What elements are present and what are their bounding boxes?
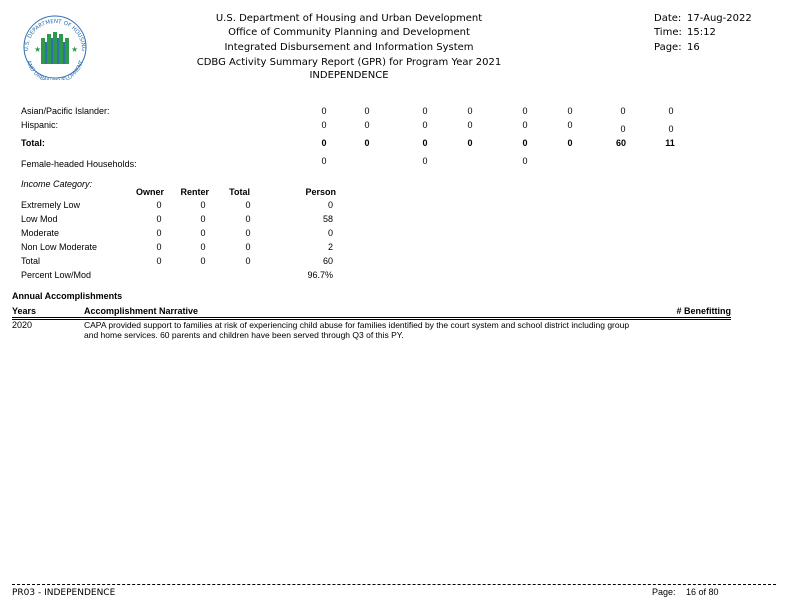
race-value: 0 xyxy=(321,120,327,130)
svg-text:AND URBAN DEVELOPMENT: AND URB LOPMENT xyxy=(24,59,86,80)
race-total-value: 0 xyxy=(567,138,573,148)
race-value: 0 xyxy=(620,124,626,134)
income-row-label: Total xyxy=(21,256,41,266)
race-total-value: 0 xyxy=(467,138,473,148)
col-narrative: Accomplishment Narrative xyxy=(84,306,199,316)
race-value: 0 xyxy=(567,106,573,116)
race-value: 0 xyxy=(422,106,428,116)
race-value: 0 xyxy=(620,106,626,116)
footer-page-label: Page: xyxy=(652,587,676,597)
female-headed-value: 0 xyxy=(422,156,428,166)
race-total-value: 60 xyxy=(615,138,626,148)
race-value: 0 xyxy=(422,120,428,130)
report-title: CDBG Activity Summary Report (GPR) for Program Year 2021 xyxy=(196,57,502,68)
income-header-renter: Renter xyxy=(180,187,209,197)
income-header-person: Person xyxy=(305,187,336,197)
percent-low-mod-value: 96.7% xyxy=(307,270,333,280)
race-value: 0 xyxy=(567,120,573,130)
footer-rule xyxy=(12,584,776,585)
income-person: 60 xyxy=(322,256,333,266)
race-value: 0 xyxy=(321,106,327,116)
income-renter: 0 xyxy=(200,242,206,252)
income-person: 0 xyxy=(327,200,333,210)
income-person: 0 xyxy=(327,228,333,238)
header-line-2: Office of Community Planning and Development xyxy=(228,27,470,38)
income-total: 0 xyxy=(245,200,251,210)
income-header-owner: Owner xyxy=(135,187,164,197)
svg-text:U.S. DEPARTMENT OF HOUSING: U.S. DEPARTMENT OF HOUSING xyxy=(23,18,87,52)
income-total: 0 xyxy=(245,214,251,224)
header-line-3: Integrated Disbursement and Information System xyxy=(224,42,474,53)
income-row-label: Non Low Moderate xyxy=(21,242,98,252)
race-value: 0 xyxy=(668,124,674,134)
percent-low-mod-label: Percent Low/Mod xyxy=(21,270,92,280)
income-total: 0 xyxy=(245,242,251,252)
date-label: Date: xyxy=(654,13,682,24)
page-value: 16 xyxy=(687,42,700,53)
svg-text:★: ★ xyxy=(34,45,42,54)
income-total: 0 xyxy=(245,256,251,266)
page-label: Page: xyxy=(654,42,682,53)
race-value: 0 xyxy=(467,120,473,130)
grantee-name: INDEPENDENCE xyxy=(309,70,389,81)
income-person: 58 xyxy=(322,214,333,224)
income-header-total: Total xyxy=(229,187,250,197)
income-owner: 0 xyxy=(156,214,162,224)
header-line-1: U.S. Department of Housing and Urban Development xyxy=(215,13,483,24)
income-renter: 0 xyxy=(200,214,206,224)
col-years: Years xyxy=(12,306,37,316)
svg-text:★: ★ xyxy=(71,45,79,54)
accomplishment-year: 2020 xyxy=(12,320,33,330)
income-renter: 0 xyxy=(200,256,206,266)
race-total-value: 0 xyxy=(364,138,370,148)
income-owner: 0 xyxy=(156,242,162,252)
female-headed-label: Female-headed Households: xyxy=(21,159,137,169)
time-label: Time: xyxy=(654,27,682,38)
race-value: 0 xyxy=(364,120,370,130)
time-value: 15:12 xyxy=(687,27,716,38)
race-value: 0 xyxy=(467,106,473,116)
race-label: Hispanic: xyxy=(21,120,59,130)
income-person: 2 xyxy=(327,242,333,252)
race-value: 0 xyxy=(364,106,370,116)
race-value: 0 xyxy=(522,120,528,130)
date-value: 17-Aug-2022 xyxy=(687,13,752,24)
income-row-label: Moderate xyxy=(21,228,60,238)
race-value: 0 xyxy=(522,106,528,116)
income-category-title: Income Category: xyxy=(21,179,93,189)
race-label: Asian/Pacific Islander: xyxy=(21,106,110,116)
race-total-value: 11 xyxy=(665,138,675,148)
income-owner: 0 xyxy=(156,228,162,238)
race-total-label: Total: xyxy=(21,138,45,148)
female-headed-value: 0 xyxy=(522,156,528,166)
col-benefitting: # Benefitting xyxy=(676,306,731,316)
race-total-value: 0 xyxy=(522,138,528,148)
race-total-value: 0 xyxy=(422,138,428,148)
income-row-label: Extremely Low xyxy=(21,200,81,210)
female-headed-value: 0 xyxy=(321,156,327,166)
annual-accomplishments-title: Annual Accomplishments xyxy=(12,291,123,301)
income-renter: 0 xyxy=(200,200,206,210)
income-renter: 0 xyxy=(200,228,206,238)
race-total-value: 0 xyxy=(321,138,327,148)
income-total: 0 xyxy=(245,228,251,238)
footer-page-value: 16 of 80 xyxy=(686,587,719,597)
hud-logo xyxy=(14,14,96,80)
income-row-label: Low Mod xyxy=(21,214,58,224)
income-owner: 0 xyxy=(156,256,162,266)
accomplishment-narrative: CAPA provided support to families at risk of experiencing child abuse for families identified by the court system and school district including group and home services. 60 parents and children have been served through Q3 of this PY. xyxy=(84,320,630,340)
income-owner: 0 xyxy=(156,200,162,210)
race-value: 0 xyxy=(668,106,674,116)
footer-report-id: PR03 - INDEPENDENCE xyxy=(12,588,116,598)
